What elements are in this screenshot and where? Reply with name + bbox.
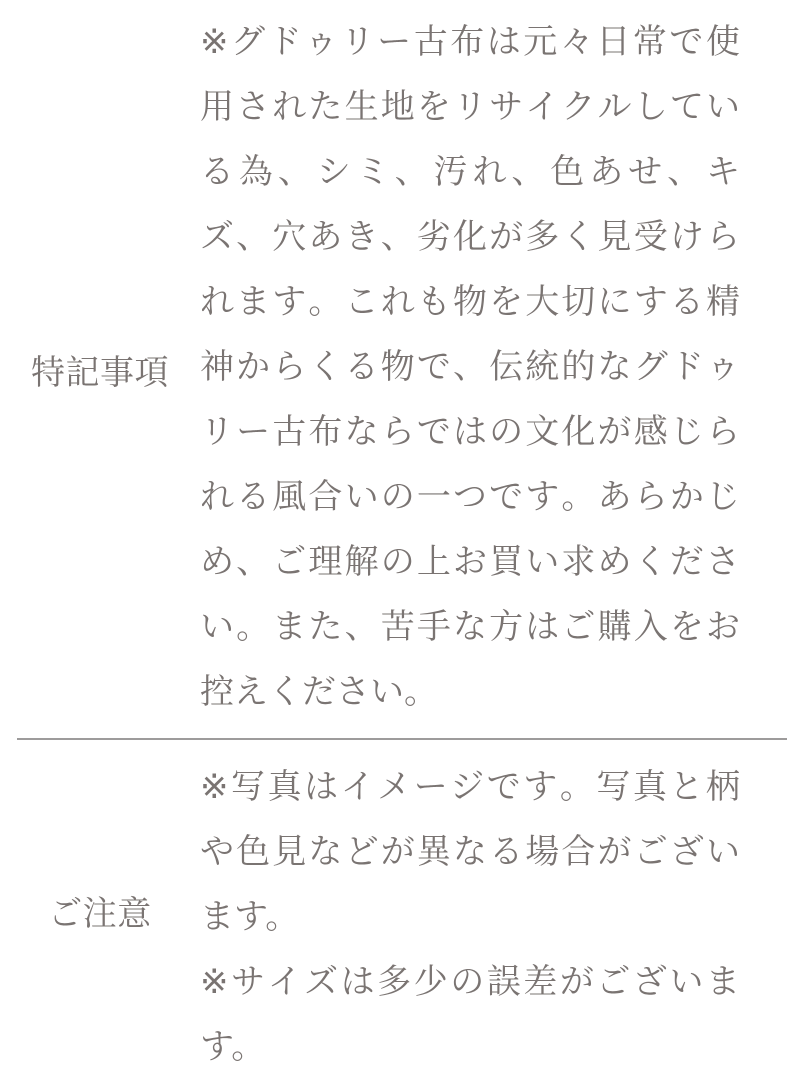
text-line: ※ グ ド ゥ リ ー 古 布 は 元 々 日 常 で 使 xyxy=(200,23,740,61)
row-header-caution xyxy=(0,740,200,1080)
text-line: 用 さ れ た 生 地 を リ サ イ ク ル し て い xyxy=(200,88,740,126)
special-notes-text xyxy=(200,0,740,738)
text-line: や 色 見 な ど が 異 な る 場 合 が ご ざ い xyxy=(200,833,740,871)
text-line: ※ サ イ ズ は 多 少 の 誤 差 が ご ざ い ま xyxy=(200,963,740,1001)
text-line: リ ー 古 布 な ら で は の 文 化 が 感 じ ら xyxy=(200,413,740,451)
text-line: れ る 風 合 い の 一 つ で す 。 あ ら か じ xyxy=(200,478,740,516)
text-line: る 為 、 シ ミ 、 汚 れ 、 色 あ せ 、 キ xyxy=(200,153,740,191)
text-line: め 、 ご 理 解 の 上 お 買 い 求 め く だ さ xyxy=(200,543,740,581)
row-header-special-notes xyxy=(0,0,200,738)
text-line: す。 xyxy=(200,1028,266,1066)
row-label: ご注意 xyxy=(48,894,152,933)
table-row-caution xyxy=(0,740,795,1080)
text-line: ※ 写 真 は イ メ ー ジ で す 。 写 真 と 柄 xyxy=(200,768,740,806)
row-label: 特記事項 xyxy=(31,353,169,392)
text-line: ズ 、 穴 あ き 、 劣 化 が 多 く 見 受 け ら xyxy=(200,218,740,256)
text-line: ます。 xyxy=(200,898,300,936)
text-line: い 。 ま た 、 苦 手 な 方 は ご 購 入 を お xyxy=(200,608,740,646)
text-line: 神 か ら く る 物 で 、 伝 統 的 な グ ド ゥ xyxy=(200,348,740,386)
text-line: れ ま す 。 こ れ も 物 を 大 切 に す る 精 xyxy=(200,283,740,321)
caution-text xyxy=(200,740,740,1080)
text-line: 控えください。 xyxy=(200,673,438,711)
